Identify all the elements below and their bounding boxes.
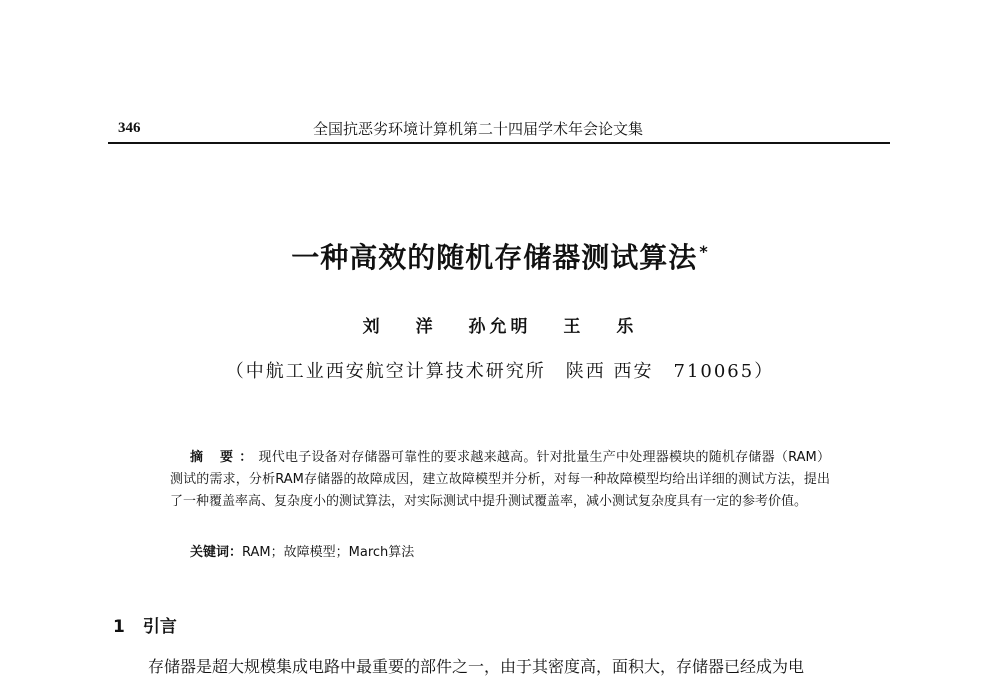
paper-title-text: 一种高效的随机存储器测试算法 (291, 241, 698, 274)
running-header (108, 118, 890, 144)
page-number: 346 (118, 120, 141, 136)
proceedings-title: 全国抗恶劣环境计算机第二十四届学术年会论文集 (313, 120, 644, 138)
body-paragraph: 存储器是超大规模集成电路中最重要的部件之一，由于其密度高，面积大，存储器已经成为电 (148, 657, 805, 676)
abstract (170, 447, 830, 513)
abstract-label: 摘 要： (190, 450, 259, 465)
keywords (190, 541, 414, 560)
section-title: 引言 (142, 617, 177, 637)
section-heading (113, 612, 177, 637)
paper-title (0, 236, 1000, 276)
title-footnote-mark: * (699, 241, 709, 261)
keywords-text: RAM；故障模型；March算法 (242, 545, 415, 560)
affiliation: （中航工业西安航空计算技术研究所 陕西 西安 710065） (225, 361, 775, 382)
section-number: 1 (113, 617, 125, 637)
keywords-label: 关键词： (190, 545, 243, 560)
author-list: 刘 洋 孙允明 王 乐 (362, 317, 638, 337)
abstract-text: 现代电子设备对存储器可靠性的要求越来越高。针对批量生产中处理器模块的随机存储器（RAM）测试的需求，分析RAM存储器的故障成因，建立故障模型并分析，对每一种故障模型均给出详细的测试方法，提出了一种覆盖率高、复杂度小的测试算法，对实际测试中提升测试覆盖率，减小测试复杂度具有一定的参考价值。 (170, 450, 830, 509)
